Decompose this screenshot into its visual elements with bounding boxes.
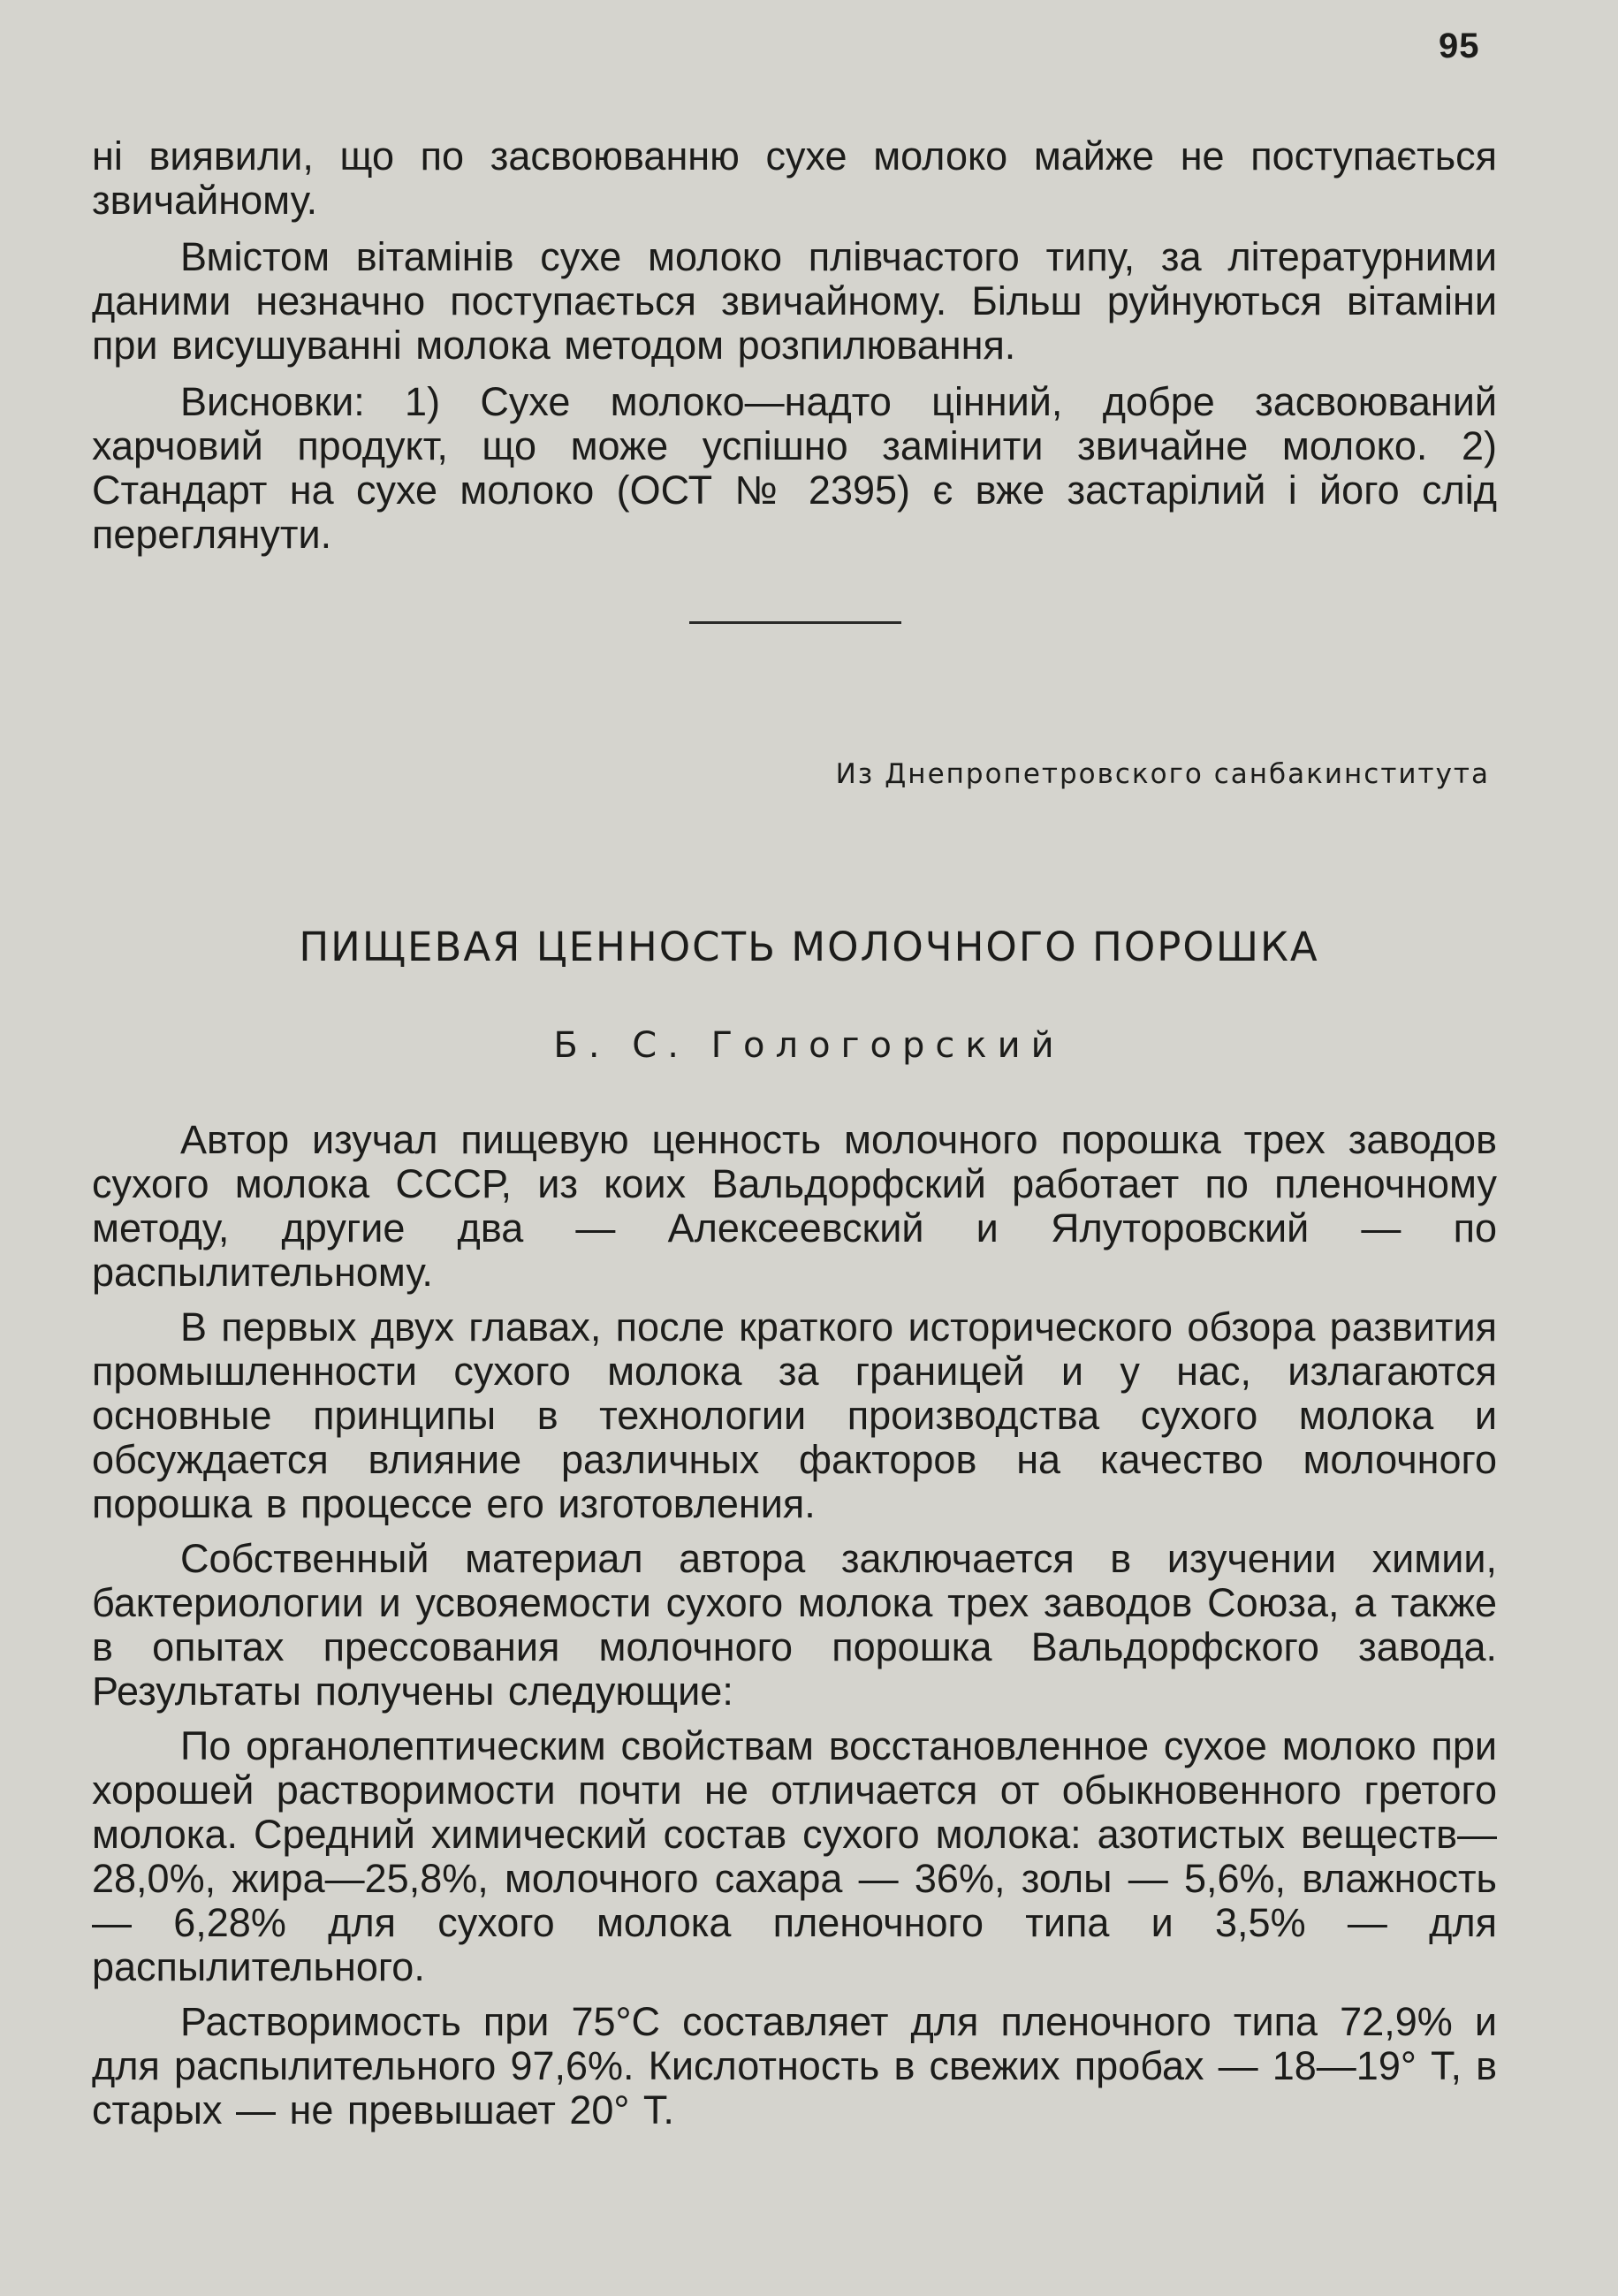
ukrainian-text-section <box>92 134 1497 569</box>
paragraph: Вмістом вітамінів сухе молоко плівчастого типу, за літературними даними незначно поступається звичайному. Більш руйнуються вітаміни при висушуванні молока методом розпилювання. <box>92 234 1497 368</box>
paragraph: По органолептическим свойствам восстановленное сухое молоко при хорошей растворимости почти не отличается от обыкновенного гретого молока. Средний химический состав сухого молока: азотистых веществ—28,0%, жира—25,8%, молочного сахара — 36%, золы — 5,6%, влажность — 6,28% для сухого молока пленочного типа и 3,5% — для распылительного. <box>92 1723 1497 1989</box>
paragraph: Растворимость при 75°С составляет для пленочного типа 72,9% и для распылительного 97,6%. Кислотность в свежих пробах — 18—19° Т, в старых — не превышает 20° Т. <box>92 1999 1497 2133</box>
article-body <box>92 1118 1497 2143</box>
article-title: ПИЩЕВАЯ ЦЕННОСТЬ МОЛОЧНОГО ПОРОШКА <box>299 924 1319 970</box>
article-author: Б. С. Гологорский <box>553 1025 1065 1066</box>
conclusions-paragraph: Висновки: 1) Сухе молоко—надто цінний, добре засвоюваний харчовий продукт, що може успішно замінити звичайне молоко. 2) Стандарт на сухе молоко (ОСТ № 2395) є вже застарілий і його слід переглянути. <box>92 379 1497 557</box>
paragraph: В первых двух главах, после краткого исторического обзора развития промышленности сухого молока за границей и у нас, излагаются основные принципы в технологии производства сухого молока и обсуждается влияние различных факторов на качество молочного порошка в процессе его изготовления. <box>92 1304 1497 1526</box>
section-divider <box>689 621 901 624</box>
page-number: 95 <box>1439 27 1480 65</box>
article-affiliation: Из Днепропетровского санбакинститута <box>835 758 1490 790</box>
paragraph: Собственный материал автора заключается в изучении химии, бактериологии и усвояемости сухого молока трех заводов Союза, а также в опытах прессования молочного порошка Вальдорфского завода. Результаты получены следующие: <box>92 1536 1497 1714</box>
paragraph: ні виявили, що по засвоюванню сухе молоко майже не поступається звичайному. <box>92 133 1497 223</box>
paragraph: Автор изучал пищевую ценность молочного порошка трех заводов сухого молока СССР, из коих Вальдорфский работает по пленочному методу, другие два — Алексеевский и Ялуторовский — по распылительному. <box>92 1117 1497 1295</box>
